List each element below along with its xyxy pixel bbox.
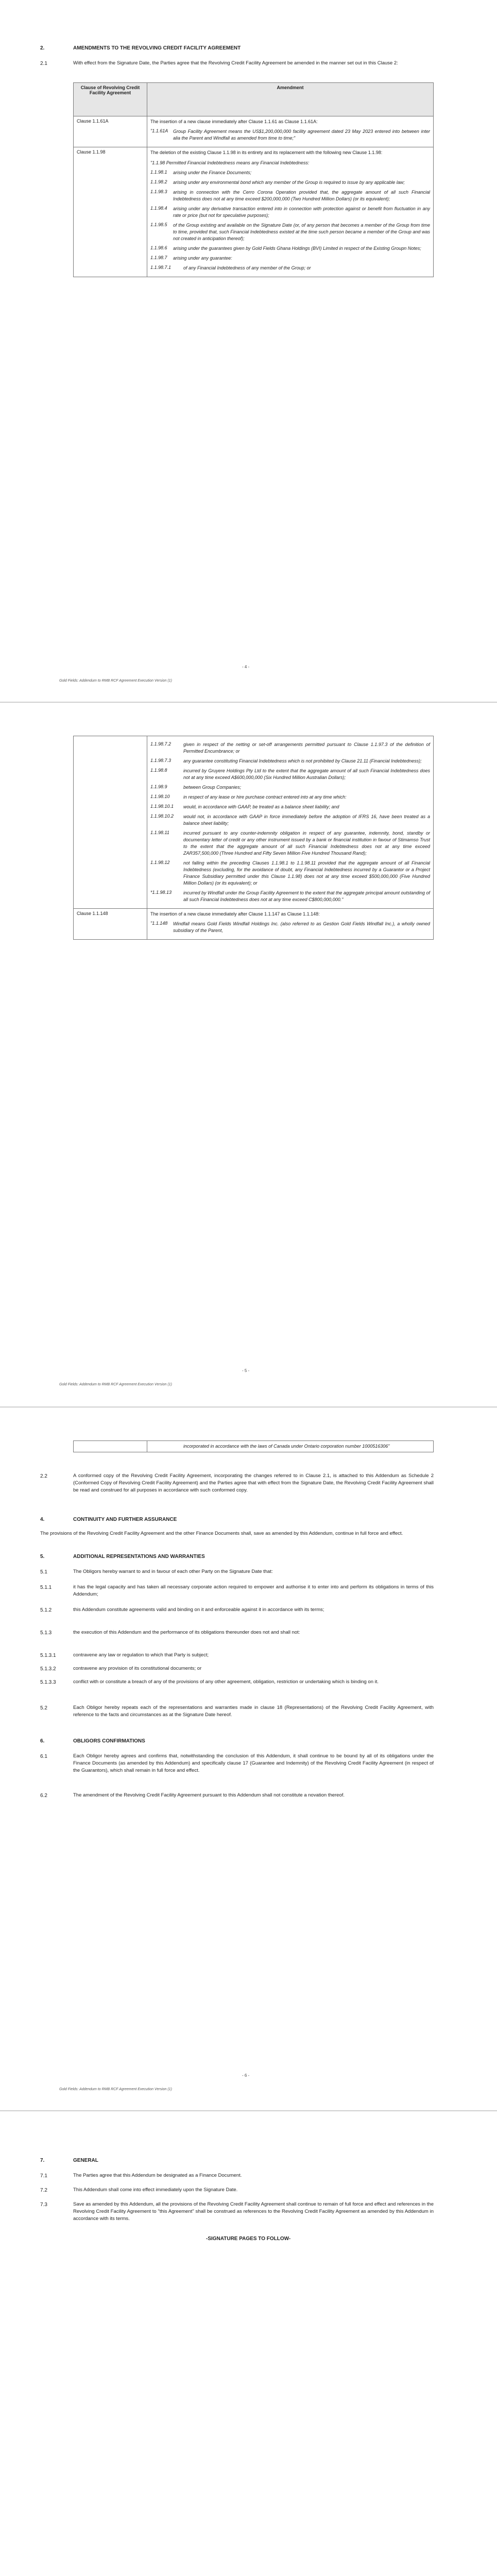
list-item-text: not falling within the preceding Clauses 1.1.98.1 to 1.1.98.11 provided that the aggregate amount of all Financial Indebtedness (excluding, for the avoidance of doubt, any Financial Indebtedness incurred by a Guarantor or a Project Finance Subsidiary permitted under this Clause 1.1.98) does not at any time exceed $500,000,000 (Five Hundred Million Dollars) (or its equivalent); or xyxy=(183,860,430,886)
list-item-number: 5.1.3 xyxy=(40,1630,52,1636)
table-row xyxy=(74,116,434,147)
list-item-text: incurred by Gruyere Holdings Pty Ltd to the extent that the aggregate amount of all such Financial Indebtedness does not at any time exceed A$600,000,000 (Six Hundred Million Australian Dollars); xyxy=(183,768,430,780)
page-number: - 6 - xyxy=(242,2073,250,2078)
list-item-text: would, in accordance with GAAP, be treated as a balance sheet liability; and xyxy=(183,804,339,809)
row-clause: Clause 1.1.61A xyxy=(74,116,147,147)
clause-5-1-text: The Obligors hereby warrant to and in favour of each other Party on the Signature Date that: xyxy=(73,1569,273,1574)
section-6-number: 6. xyxy=(40,1738,45,1744)
list-item-number: 1.1.98.3 xyxy=(150,189,167,194)
clause-2-2-text: A conformed copy of the Revolving Credit Facility Agreement, incorporating the changes referred to in Clause 2.1, is attached to this Addendum as Schedule 2 (Conformed Copy of Revolving Credit Facility Agreement) and the Parties agree that with effect from the Signature Date, the Revolving Credit Facility Agreement shall be read and construed for all purposes in accordance with such conformed copy. xyxy=(73,1473,434,1493)
section-6-heading: OBLIGORS CONFIRMATIONS xyxy=(73,1738,145,1744)
clause-5-1-number: 5.1 xyxy=(40,1569,47,1575)
clause-6-2-number: 6.2 xyxy=(40,1793,47,1799)
clause-6-1-text: Each Obligor hereby agrees and confirms that, notwithstanding the conclusion of this Addendum, it shall continue to be bound by all of its obligations under the Finance Documents (as amended by this Addendum) and specifically clause 17 (Guarantee and Indemnity) of the Revolving Credit Facility Agreement (in respect of the Guarantors), which shall remain in full force and effect. xyxy=(73,1753,434,1773)
page-footer: Gold Fields: Addendum to RMB RCF Agreement Execution Version (1) xyxy=(59,2088,172,2091)
clause-2-1-text: With effect from the Signature Date, the Parties agree that the Revolving Credit Facility Agreement be amended in the manner set out in this Clause 2: xyxy=(73,60,398,66)
clause-5-2-text: Each Obligor hereby repeats each of the representations and warranties made in clause 18 (Representations) of the Revolving Credit Facility Agreement, with reference to the facts and circumstances as at the Signature Date hereof. xyxy=(73,1705,434,1718)
page-5 xyxy=(0,704,497,1405)
list-item-number: 5.1.1 xyxy=(40,1585,52,1590)
signature-pages-notice: -SIGNATURE PAGES TO FOLLOW- xyxy=(206,2236,291,2242)
table-row xyxy=(74,147,434,277)
list-item-text: given in respect of the netting or set-off arrangements permitted pursuant to Clause 1.1.97.3 of the definition of Permitted Encumbrance; or xyxy=(183,742,430,754)
list-item-text: contravene any provision of its constitutional documents; or xyxy=(73,1666,202,1671)
col-header-clause: Clause of Revolving Credit Facility Agreement xyxy=(74,83,147,116)
amendment-table-continued xyxy=(73,736,434,940)
sub-number: "1.1.61A xyxy=(150,128,168,133)
table-row xyxy=(74,736,434,909)
list-item-number: 5.1.3.1 xyxy=(40,1653,56,1658)
list-item-number: 1.1.98.7.3 xyxy=(150,758,172,763)
amendment-table-tail xyxy=(73,1440,434,1452)
list-item-number: 1.1.98.5 xyxy=(150,222,167,227)
list-item-text: contravene any law or regulation to which that Party is subject; xyxy=(73,1652,209,1658)
list-item-number: 1.1.98.10 xyxy=(150,794,170,799)
page-separator xyxy=(0,1406,497,1408)
list-item-text: between Group Companies; xyxy=(183,785,242,790)
continued-text: incorporated in accordance with the laws of Canada under Ontario corporation number 1000516306" xyxy=(183,1444,390,1449)
page-separator xyxy=(0,2110,497,2111)
sub-text: Group Facility Agreement means the US$1,200,000,000 facility agreement dated 23 May 2023 entered into between inter alia the Parent and Windfall as amended from time to time;" xyxy=(173,129,430,141)
list-item-number: 1.1.98.2 xyxy=(150,179,167,184)
section-7-heading: GENERAL xyxy=(73,2158,98,2163)
list-item-text: arising under any guarantee: xyxy=(173,256,232,261)
list-item-text: arising under any derivative transaction entered into in connection with protection against or benefit from fluctuation in any rate or price (but not for speculative purposes); xyxy=(173,206,430,218)
list-item-text: This Addendum shall come into effect immediately upon the Signature Date. xyxy=(73,2187,238,2193)
col-header-amendment: Amendment xyxy=(147,83,434,116)
list-item-number: 1.1.98.4 xyxy=(150,206,167,211)
row-clause: Clause 1.1.98 xyxy=(74,147,147,277)
list-item-number: 1.1.98.9 xyxy=(150,784,167,789)
page-number: - 4 - xyxy=(242,665,250,669)
clause-5-2-number: 5.2 xyxy=(40,1705,47,1711)
list-item-number: 1.1.98.10.2 xyxy=(150,814,174,819)
list-item-number: 1.1.98.1 xyxy=(150,170,167,175)
row-intro: The insertion of a new clause immediately after Clause 1.1.61 as Clause 1.1.61A: xyxy=(150,119,318,124)
list-item-text: of the Group existing and available on the Signature Date (or, of any person that becomes a member of the Group from time to time, provided that, such Financial Indebtedness existed at the time such person became a member of the Group and was not created in anticipation thereof); xyxy=(173,223,430,241)
list-item-number: 7.1 xyxy=(40,2173,47,2179)
list-item-text: incurred pursuant to any counter-indemnity obligation in respect of any guarantee, indemnity, bond, standby or documentary letter of credit or any other instrument issued by a bank or financial institution in favour of Stimamso Trust to the extent that the aggregate amount of all such Financial Indebtedness does not at any time exceed ZAR357,500,000 (Three Hundred and Fifty Seven Million Five Hundred Thousand Rand); xyxy=(183,831,430,856)
section-2-number: 2. xyxy=(40,45,45,51)
section-2-heading: AMENDMENTS TO THE REVOLVING CREDIT FACILITY AGREEMENT xyxy=(73,45,241,51)
list-item-text: it has the legal capacity and has taken all necessary corporate action required to empower and authorise it to enter into and perform its obligations in terms of this Addendum; xyxy=(73,1584,434,1597)
list-item-text: the execution of this Addendum and the performance of its obligations thereunder does not and shall not: xyxy=(73,1630,300,1635)
page-number: - 5 - xyxy=(242,1368,250,1373)
sub-text: Windfall means Gold Fields Windfall Holdings Inc. (also referred to as Gestion Gold Fields Windfall Inc.), a wholly owned subsidiary of the Parent, xyxy=(173,921,430,933)
section-4-text: The provisions of the Revolving Credit Facility Agreement and the other Finance Documents shall, save as amended by this Addendum, continue in full force and effect. xyxy=(40,1531,403,1536)
list-item-text: in respect of any lease or hire purchase contract entered into at any time which: xyxy=(183,794,347,800)
list-item-text: arising under any environmental bond which any member of the Group is required to issue by any applicable law; xyxy=(173,180,405,185)
sub-number: "1.1.148 xyxy=(150,921,168,926)
list-item-number: 5.1.2 xyxy=(40,1607,52,1613)
page-footer: Gold Fields: Addendum to RMB RCF Agreement Execution Version (1) xyxy=(59,1383,172,1386)
section-4-number: 4. xyxy=(40,1517,45,1522)
list-item-text: conflict with or constitute a breach of any of the provisions of any other agreement, obligation, restriction or undertaking which is binding on it. xyxy=(73,1679,379,1685)
page-footer: Gold Fields: Addendum to RMB RCF Agreement Execution Version (1) xyxy=(59,679,172,683)
list-item-text: arising under the Finance Documents; xyxy=(173,170,252,175)
list-item-text: incurred by Windfall under the Group Facility Agreement to the extent that the aggregate principal amount outstanding of all such Financial Indebtedness does not at any time exceed C$800,000,000." xyxy=(183,890,430,902)
table-row xyxy=(74,909,434,940)
list-item-number: 1.1.98.6 xyxy=(150,245,167,250)
list-item-text: this Addendum constitute agreements valid and binding on it and enforceable against it in accordance with its terms; xyxy=(73,1607,324,1613)
list-item-number: 5.1.3.3 xyxy=(40,1680,56,1685)
page-7 xyxy=(0,2112,497,2576)
clause-2-1-number: 2.1 xyxy=(40,61,47,66)
list-item-number: 1.1.98.11 xyxy=(150,830,169,835)
list-item-number: 7.2 xyxy=(40,2188,47,2193)
list-item-number: 1.1.98.12 xyxy=(150,860,170,865)
list-item-text: any guarantee constituting Financial Indebtedness which is not prohibited by Clause 21.11 (Financial Indebtedness); xyxy=(183,758,422,764)
row-clause: Clause 1.1.148 xyxy=(74,909,147,940)
page-4 xyxy=(0,0,497,701)
list-item-number: 1.1.98.10.1 xyxy=(150,804,174,809)
table-row xyxy=(74,1441,434,1452)
definition-heading: "1.1.98 Permitted Financial Indebtedness means any Financial Indebtedness: xyxy=(150,160,310,165)
page-6 xyxy=(0,1409,497,2109)
list-item-number: 1.1.98.7 xyxy=(150,255,167,260)
section-5-heading: ADDITIONAL REPRESENTATIONS AND WARRANTIES xyxy=(73,1554,205,1560)
amendment-table xyxy=(73,82,434,277)
list-item-text: would not, in accordance with GAAP in force immediately before the adoption of IFRS 16, have been treated as a balance sheet liability; xyxy=(183,814,430,826)
list-item-number: 5.1.3.2 xyxy=(40,1666,56,1672)
list-item-text: of any Financial Indebtedness of any member of the Group; or xyxy=(183,265,311,270)
clause-2-2-number: 2.2 xyxy=(40,1473,47,1479)
clause-6-2-text: The amendment of the Revolving Credit Facility Agreement pursuant to this Addendum shall not constitute a novation thereof. xyxy=(73,1792,345,1798)
clause-6-1-number: 6.1 xyxy=(40,1754,47,1759)
list-item-text: Save as amended by this Addendum, all the provisions of the Revolving Credit Facility Agreement shall continue to remain of full force and effect and references in the Revolving Credit Facility Agreement to "this Agreement" shall be construed as references to the Revolving Credit Facility Agreement as amended by this Addendum in accordance with its terms. xyxy=(73,2201,434,2222)
list-item-number: *1.1.98.13 xyxy=(150,890,172,895)
row-intro: The insertion of a new clause immediately after Clause 1.1.147 as Clause 1.1.148: xyxy=(150,911,320,917)
row-intro: The deletion of the existing Clause 1.1.98 in its entirety and its replacement with the following new Clause 1.1.98: xyxy=(150,150,383,155)
list-item-number: 1.1.98.7.1 xyxy=(150,265,172,270)
list-item-number: 7.3 xyxy=(40,2202,47,2208)
list-item-text: The Parties agree that this Addendum be designated as a Finance Document. xyxy=(73,2173,242,2178)
list-item-number: 1.1.98.8 xyxy=(150,768,167,773)
section-5-number: 5. xyxy=(40,1554,45,1560)
section-7-number: 7. xyxy=(40,2158,45,2163)
list-item-number: 1.1.98.7.2 xyxy=(150,741,172,747)
list-item-text: arising in connection with the Cerro Corona Operation provided that, the aggregate amount of all such Financial Indebtedness does not at any time exceed $200,000,000 (Two Hundred Million Dollars) (or its equivalent); xyxy=(173,190,430,201)
page-separator xyxy=(0,702,497,703)
list-item-text: arising under the guarantees given by Gold Fields Ghana Holdings (BVI) Limited in respect of the Existing Groupn Notes; xyxy=(173,246,421,251)
section-4-heading: CONTINUITY AND FURTHER ASSURANCE xyxy=(73,1517,177,1522)
